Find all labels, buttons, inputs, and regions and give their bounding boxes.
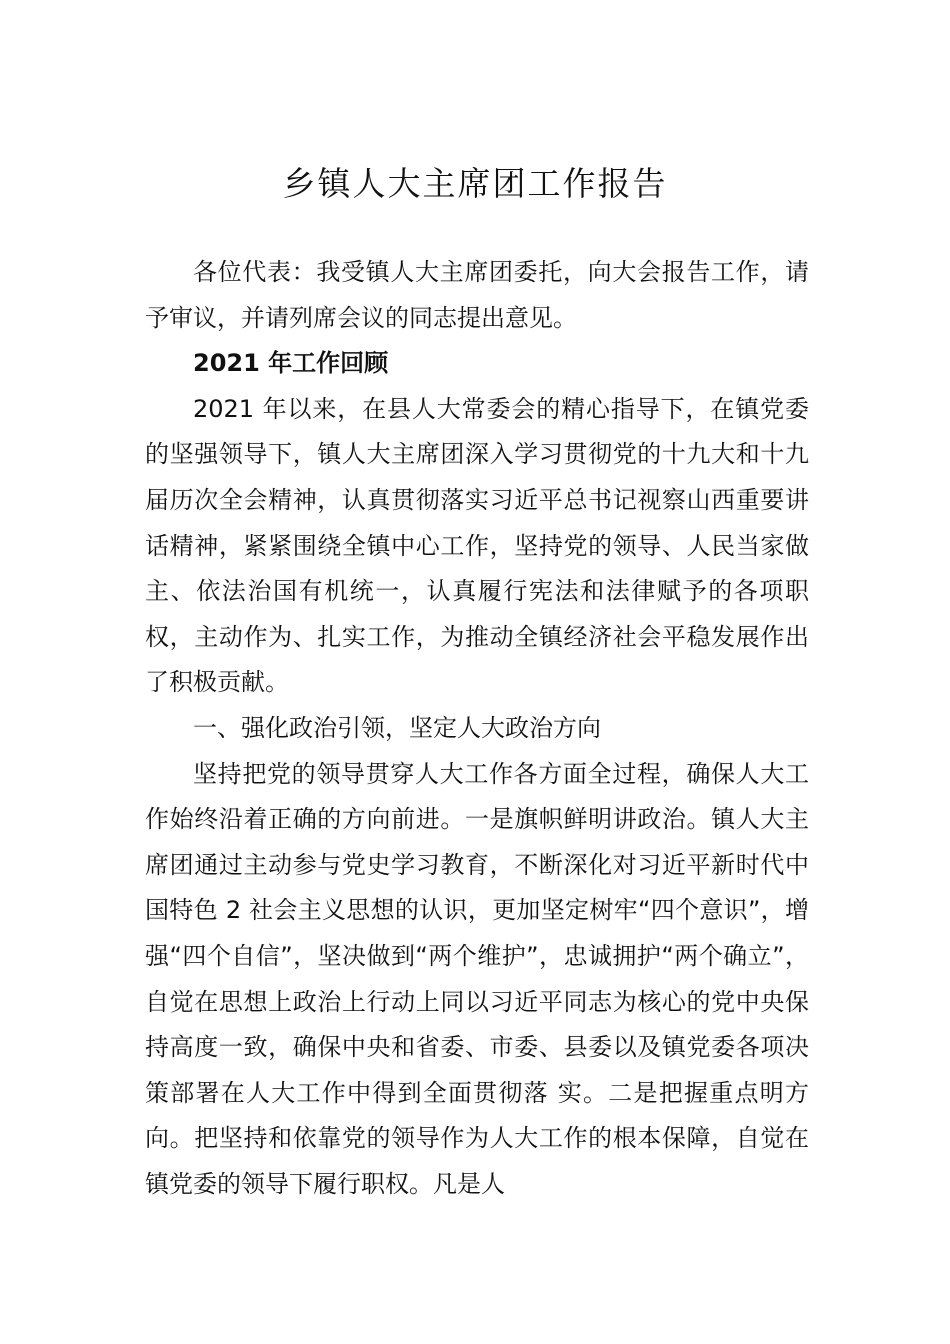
section-heading-review: 2021 年工作回顾	[193, 349, 389, 378]
paragraph-greeting: 各位代表：我受镇人大主席团委托，向大会报告工作，请予审议，并请列席会议的同志提出意见。	[145, 258, 809, 332]
document-title: 乡镇人大主席团工作报告	[282, 164, 668, 203]
document-body	[145, 250, 809, 1207]
paragraph-review-summary: 2021 年以来，在县人大常委会的精心指导下，在镇党委的坚强领导下，镇人大主席团深入学习贯彻党的十九大和十九届历次全会精神，认真贯彻落实习近平总书记视察山西重要讲话精神，紧紧围绕全镇中心工作，坚持党的领导、人民当家做主、依法治国有机统一，认真履行宪法和法律赋予的各项职权，主动作为、扎实工作，为推动全镇经济社会平稳发展作出了积极贡献。	[145, 394, 809, 697]
paragraph-political-guidance: 坚持把党的领导贯穿人大工作各方面全过程，确保人大工作始终沿着正确的方向前进。一是旗帜鲜明讲政治。镇人大主席团通过主动参与党史学习教育，不断深化对习近平新时代中国特色 2 社会主义思想的认识，更加坚定树牢“四个意识”，增强“四个自信”，坚决做到“两个维护”，忠诚拥护“两个确立”，自觉在思想上政治上行动上同以习近平同志为核心的党中央保持高度一致，确保中央和省委、市委、县委以及镇党委各项决策部署在人大工作中得到全面贯彻落 实。二是把握重点明方向。把坚持和依靠党的领导作为人大工作的根本保障，自觉在镇党委的领导下履行职权。凡是人	[145, 759, 809, 1198]
section-heading-political-guidance: 一、强化政治引领，坚定人大政治方向	[193, 713, 601, 742]
